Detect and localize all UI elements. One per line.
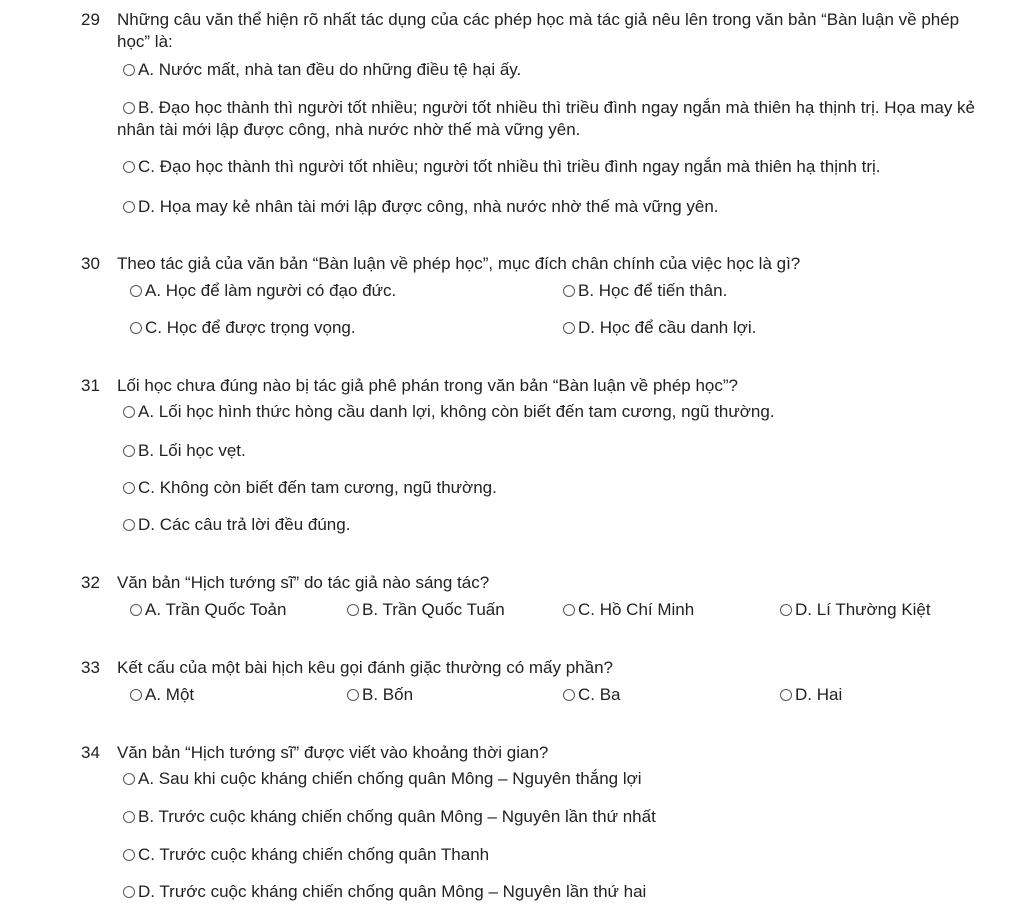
radio-button[interactable] (780, 604, 792, 616)
radio-button[interactable] (347, 604, 359, 616)
option-b[interactable] (123, 806, 656, 828)
radio-button[interactable] (563, 604, 575, 616)
question-number: 34 (81, 743, 100, 762)
question-text: Những câu văn thể hiện rõ nhất tác dụng của các phép học mà tác giả nêu lên trong văn bản “Bàn luận về phép học” là: (117, 10, 960, 51)
radio-button[interactable] (563, 322, 575, 334)
option-c[interactable] (123, 477, 497, 499)
option-b[interactable] (563, 280, 727, 302)
radio-button[interactable] (563, 285, 575, 297)
option-label: A. Học để làm người có đạo đức. (145, 281, 397, 300)
question-text: Văn bản “Hịch tướng sĩ” được viết vào khoảng thời gian? (117, 743, 549, 762)
option-c[interactable] (130, 317, 356, 339)
option-a[interactable] (130, 684, 194, 706)
option-label: A. Lối học hình thức hòng cầu danh lợi, không còn biết đến tam cương, ngũ thường. (138, 402, 775, 421)
radio-button[interactable] (123, 849, 135, 861)
option-a[interactable] (130, 599, 286, 621)
option-label: C. Đạo học thành thì người tốt nhiều; người tốt nhiều thì triều đình ngay ngắn mà thiên hạ thịnh trị. (138, 157, 881, 176)
radio-button[interactable] (780, 689, 792, 701)
question-text: Kết cấu của một bài hịch kêu gọi đánh giặc thường có mấy phần? (117, 658, 614, 677)
option-label: B. Đạo học thành thì người tốt nhiều; người tốt nhiều thì triều đình ngay ngắn mà thiên hạ thịnh trị. Họa may kẻ nhân tài mới lập được công, nhà nước nhờ thế mà vững yên. (117, 98, 976, 139)
option-label: C. Ba (578, 685, 621, 704)
option-b[interactable] (347, 599, 505, 621)
question-header (81, 657, 984, 679)
option-d[interactable] (123, 881, 646, 903)
question-header (81, 253, 984, 275)
radio-button[interactable] (130, 604, 142, 616)
radio-button[interactable] (123, 519, 135, 531)
option-d[interactable] (780, 599, 931, 621)
option-c[interactable] (123, 156, 881, 178)
question-number: 29 (81, 10, 100, 29)
option-c[interactable] (563, 684, 621, 706)
option-label: D. Lí Thường Kiệt (795, 600, 931, 619)
option-a[interactable] (123, 768, 642, 790)
radio-button[interactable] (123, 406, 135, 418)
option-label: A. Trần Quốc Toản (145, 600, 287, 619)
option-d[interactable] (123, 514, 350, 536)
option-label: C. Học để được trọng vọng. (145, 318, 356, 337)
radio-button[interactable] (123, 482, 135, 494)
option-c[interactable] (123, 844, 489, 866)
option-a[interactable] (123, 401, 775, 423)
option-label: A. Nước mất, nhà tan đều do những điều tệ hại ấy. (138, 60, 522, 79)
option-b[interactable] (123, 440, 246, 462)
radio-button[interactable] (123, 811, 135, 823)
question-number: 30 (81, 254, 100, 273)
option-d[interactable] (563, 317, 756, 339)
question-header (81, 9, 984, 53)
question-number: 32 (81, 573, 100, 592)
option-label: B. Lối học vẹt. (138, 441, 246, 460)
question-text: Theo tác giả của văn bản “Bàn luận về phép học”, mục đích chân chính của việc học là gì? (117, 254, 801, 273)
question-text: Văn bản “Hịch tướng sĩ” do tác giả nào sáng tác? (117, 573, 490, 592)
radio-button[interactable] (130, 689, 142, 701)
radio-button[interactable] (347, 689, 359, 701)
question-number: 33 (81, 658, 100, 677)
option-label: B. Trước cuộc kháng chiến chống quân Mông – Nguyên lần thứ nhất (138, 807, 656, 826)
option-a[interactable] (130, 280, 396, 302)
option-c[interactable] (563, 599, 694, 621)
radio-button[interactable] (123, 201, 135, 213)
option-b[interactable] (117, 97, 977, 141)
option-d[interactable] (780, 684, 842, 706)
radio-button[interactable] (123, 102, 135, 114)
question-text: Lối học chưa đúng nào bị tác giả phê phán trong văn bản “Bàn luận về phép học”? (117, 376, 739, 395)
question-header (81, 572, 984, 594)
option-label: D. Họa may kẻ nhân tài mới lập được công, nhà nước nhờ thế mà vững yên. (138, 197, 719, 216)
option-a[interactable] (123, 59, 521, 81)
option-label: D. Học để cầu danh lợi. (578, 318, 757, 337)
radio-button[interactable] (123, 445, 135, 457)
option-label: C. Trước cuộc kháng chiến chống quân Thanh (138, 845, 490, 864)
option-label: C. Không còn biết đến tam cương, ngũ thường. (138, 478, 497, 497)
option-label: D. Hai (795, 685, 843, 704)
option-b[interactable] (347, 684, 413, 706)
radio-button[interactable] (130, 285, 142, 297)
radio-button[interactable] (123, 64, 135, 76)
option-d[interactable] (123, 196, 719, 218)
option-label: A. Một (145, 685, 195, 704)
option-label: D. Trước cuộc kháng chiến chống quân Mông – Nguyên lần thứ hai (138, 882, 647, 901)
question-number: 31 (81, 376, 100, 395)
radio-button[interactable] (123, 773, 135, 785)
radio-button[interactable] (563, 689, 575, 701)
radio-button[interactable] (123, 161, 135, 173)
option-label: B. Trần Quốc Tuấn (362, 600, 505, 619)
radio-button[interactable] (130, 322, 142, 334)
option-label: C. Hồ Chí Minh (578, 600, 695, 619)
radio-button[interactable] (123, 886, 135, 898)
option-label: B. Học để tiến thân. (578, 281, 728, 300)
question-header (81, 375, 984, 397)
question-header (81, 742, 984, 764)
option-label: B. Bốn (362, 685, 414, 704)
option-label: D. Các câu trả lời đều đúng. (138, 515, 351, 534)
option-label: A. Sau khi cuộc kháng chiến chống quân Mông – Nguyên thắng lợi (138, 769, 642, 788)
